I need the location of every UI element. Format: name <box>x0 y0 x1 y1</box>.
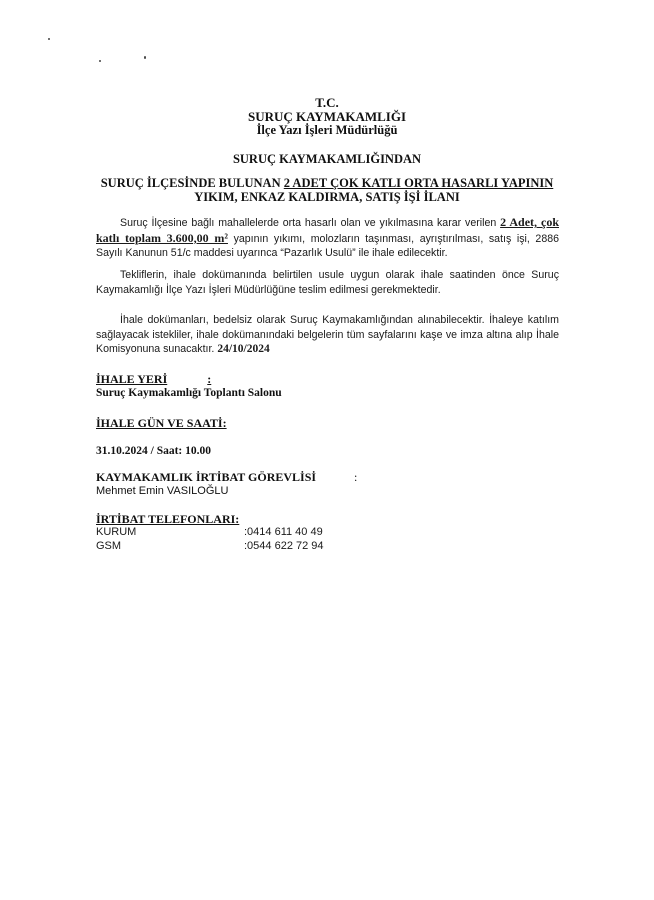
paragraph-1-after: yapının yıkımı, molozların taşınması, ayrıştırılması, satış işi, 2886 Sayılı Kanunun 51/c maddesi uyarınca “Pazarlık Usulü” ile ihale edilecektir. <box>96 232 559 259</box>
irtibat-label <box>96 470 358 484</box>
ihale-yeri-label <box>96 372 211 386</box>
ihale-yeri-value: Suruç Kaymakamlığı Toplantı Salonu <box>96 387 282 399</box>
ihale-gun-value: 31.10.2024 / Saat: 10.00 <box>96 445 211 457</box>
irtibat-label-text: KAYMAKAMLIK İRTİBAT GÖREVLİSİ <box>96 470 317 484</box>
irtibat-name: Mehmet Emin VASILOĞLU <box>96 485 229 497</box>
irtibat-colon: : <box>354 470 358 484</box>
paragraph-3 <box>96 313 559 357</box>
paragraph-3-date: 24/10/2024 <box>217 343 270 355</box>
paragraph-3-text: İhale dokümanları, bedelsiz olarak Suruç Kaymakamlığından alınabilecektir. İhaleye katılım sağlayacak istekliler, ihale dokümanındaki belgelerin tüm sayfalarını kaşe ve imza altına alıp İhale Komisyonuna sunacaktır. <box>96 314 559 355</box>
scan-speck <box>48 38 50 40</box>
paragraph-2 <box>96 268 559 297</box>
paragraph-2-text: Tekliflerin, ihale dokümanında belirtilen usule uygun olarak ihale saatinden önce Suruç Kaymakamlığı İlçe Yazı İşleri Müdürlüğüne teslim edilmesi gerekmektedir. <box>96 269 559 296</box>
telefon-key: GSM <box>96 540 122 552</box>
header-department: İlçe Yazı İşleri Müdürlüğü <box>256 123 398 137</box>
header-institution: SURUÇ KAYMAKAMLIĞI <box>247 109 407 124</box>
title-line2: YIKIM, ENKAZ KALDIRMA, SATIŞ İŞİ İLANI <box>194 190 460 204</box>
telefon-key: KURUM <box>96 526 137 538</box>
paragraph-1-before: Suruç İlçesine bağlı mahallelerde orta hasarlı olan ve yıkılmasına karar verilen <box>120 217 501 229</box>
telefonlar-label: İRTİBAT TELEFONLARI: <box>96 512 240 526</box>
scan-speck <box>99 60 101 62</box>
ihale-gun-label: İHALE GÜN VE SAATİ: <box>96 416 227 430</box>
announcement-title <box>0 176 654 204</box>
title-part1-underlined: 2 ADET ÇOK KATLI ORTA HASARLI YAPININ <box>283 176 554 190</box>
telefon-value: :0544 622 72 94 <box>244 540 324 552</box>
header-from: SURUÇ KAYMAKAMLIĞINDAN <box>232 152 422 166</box>
scan-speck <box>144 56 146 59</box>
paragraph-1 <box>96 215 559 261</box>
telefon-value: :0414 611 40 49 <box>244 526 323 538</box>
title-part1: SURUÇ İLÇESİNDE BULUNAN <box>100 176 284 190</box>
header-tc: T.C. <box>315 95 339 110</box>
ihale-yeri-colon: : <box>207 372 212 386</box>
ihale-yeri-label-text: İHALE YERİ <box>96 372 168 386</box>
paragraph-1-highlight: 2 Adet, çok katlı toplam 3.600,00 m² <box>96 215 559 245</box>
